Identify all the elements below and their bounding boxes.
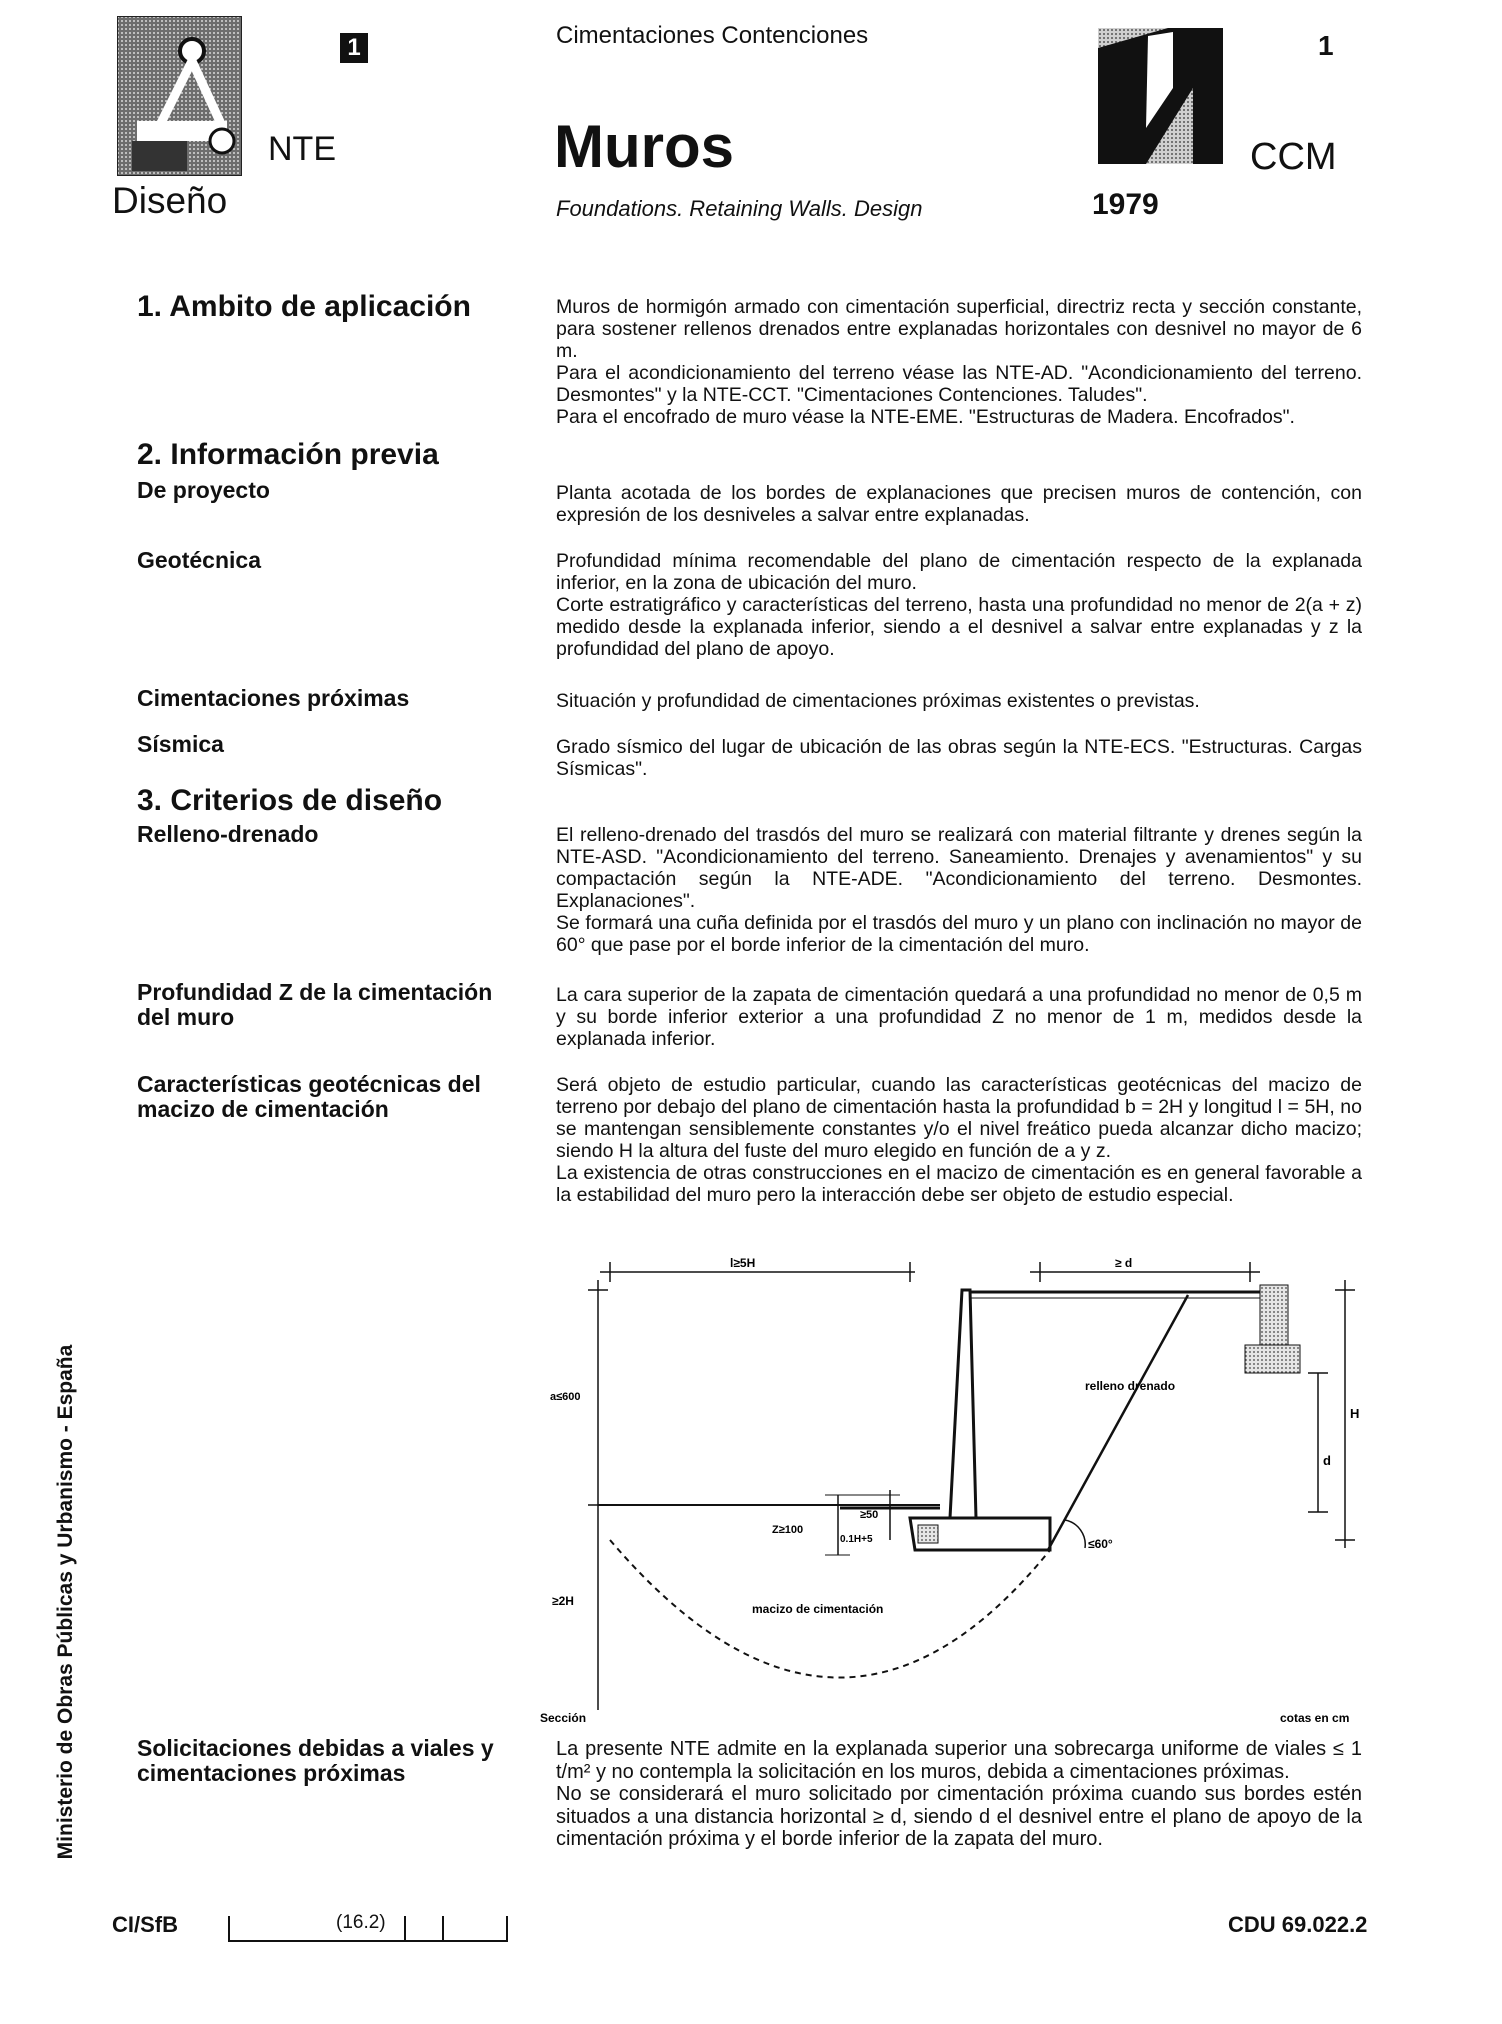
cisb-box-divider (506, 1916, 508, 1940)
series-badge (340, 33, 368, 63)
nearby-foundation (1260, 1285, 1288, 1345)
cimentaciones-label: Cimentaciones próximas (137, 685, 410, 711)
section-3-title: 3. Criterios de diseño (137, 784, 443, 817)
cisb-classification-box (228, 1912, 508, 1942)
cisb-box-divider (404, 1916, 406, 1940)
sismica-label: Sísmica (137, 731, 224, 757)
drainage-wedge-line (1048, 1295, 1188, 1550)
page-title: Muros (554, 113, 734, 180)
sismica-text: Grado sísmico del lugar de ubicación de las obras según la NTE-ECS. "Estructuras. Cargas Sísmicas". (556, 736, 1362, 781)
wall-section-icon (1098, 28, 1223, 164)
top-title: Cimentaciones Contenciones (556, 22, 869, 49)
dim-label-50: ≥50 (860, 1509, 879, 1521)
dim-label-01h: 0.1H+5 (840, 1534, 873, 1545)
nearby-foundation-base (1245, 1345, 1300, 1373)
profundidad-label: Profundidad Z de la cimentación del muro (137, 979, 493, 1030)
dim-label-d: d (1323, 1453, 1331, 1468)
section-1-title: 1. Ambito de aplicación (137, 290, 471, 323)
dim-label-b: ≥2H (552, 1594, 574, 1608)
dim-label-d-top: ≥ d (1115, 1256, 1133, 1270)
sheet-icon-box (1098, 28, 1223, 164)
relleno-label: Relleno-drenado (137, 821, 319, 847)
geotecnica-text (556, 550, 1362, 660)
section-1-paragraph: Para el acondicionamiento del terreno véase las NTE-AD. "Acondicionamiento del terreno. Desmontes" y la NTE-CCT. "Cimentaciones Contenciones. Taludes". (556, 362, 1362, 407)
solicitaciones-text (556, 1738, 1362, 1851)
section-1-text (556, 296, 1362, 428)
dim-label-a: a≤600 (550, 1391, 581, 1403)
geotecnica-paragraph: Corte estratigráfico y características del terreno, hasta una profundidad no menor de 2(a + z) medido desde la explanada inferior, siendo a el desnivel a salvar entre explanadas y z la profundidad del plano de apoyo. (556, 594, 1362, 661)
dim-label-length: l≥5H (730, 1256, 756, 1270)
solicitaciones-paragraph: La presente NTE admite en la explanada superior una sobrecarga uniforme de viales ≤ 1 t/m² y no contempla la solicitación en los muros, debida a cimentaciones próximas. (556, 1738, 1362, 1783)
caracteristicas-paragraph: Será objeto de estudio particular, cuando las características geotécnicas del macizo de terreno por debajo del plano de cimentación hasta la profundidad b = 2H y longitud l = 5H, no se mantengan sensiblemente constantes y/o el nivel freático pueda alcanzar dicho macizo; siendo H la altura del fuste del muro elegido en función de a y z. (556, 1074, 1362, 1163)
logo-box (117, 16, 242, 176)
dim-label-z: Z≥100 (772, 1524, 804, 1536)
cisb-label: CI/SfB (112, 1912, 178, 1937)
relleno-paragraph: Se formará una cuña definida por el trasdós del muro y un plano con inclinación no mayor de 60° que pase por el borde inferior de la cimentación del muro. (556, 912, 1362, 957)
cdu-label: CDU 69.022.2 (1228, 1912, 1368, 1937)
cimentaciones-text: Situación y profundidad de cimentaciones próximas existentes o previstas. (556, 690, 1200, 712)
page-subtitle: Foundations. Retaining Walls. Design (556, 196, 923, 221)
series-badge-number: 1 (347, 34, 361, 61)
profundidad-text: La cara superior de la zapata de cimentación quedará a una profundidad no menor de 0,5 m y su borde inferior exterior a una profundidad Z no menor de 1 m, medidos desde la explanada inferior. (556, 984, 1362, 1051)
nte-label: NTE (268, 130, 336, 168)
section-1-paragraph: Muros de hormigón armado con cimentación superficial, directriz recta y sección constante, para sostener rellenos drenados entre explanadas horizontales con desnivel no mayor de 6 m. (556, 296, 1362, 363)
compass-tools-icon (117, 16, 242, 176)
retaining-wall-section-diagram (540, 1250, 1370, 1730)
relleno-paragraph: El relleno-drenado del trasdós del muro se realizará con material filtrante y drenes según la NTE-ASD. "Acondicionamiento del terreno. Saneamiento. Drenajes y avenamientos" y su compactación según la NTE-ADE. "Acondicionamiento del terreno. Desmontes. Explanaciones". (556, 824, 1362, 913)
ministry-vertical-text: Ministerio de Obras Públicas y Urbanismo - España (54, 1344, 77, 1860)
sheet-number: 1 (1318, 30, 1334, 61)
relleno-label: relleno drenado (1085, 1379, 1176, 1393)
caracteristicas-text (556, 1074, 1362, 1206)
section-1-paragraph: Para el encofrado de muro véase la NTE-EME. "Estructuras de Madera. Encofrados". (556, 406, 1295, 429)
caracteristicas-label: Características geotécnicas del macizo de cimentación (137, 1071, 481, 1122)
dim-label-H: H (1350, 1406, 1360, 1421)
cisb-box-divider (442, 1916, 444, 1940)
geotecnica-paragraph: Profundidad mínima recomendable del plano de cimentación respecto de la explanada inferior, en la zona de ubicación del muro. (556, 550, 1362, 595)
category-label: Diseño (112, 180, 228, 221)
proyecto-text: Planta acotada de los bordes de explanaciones que precisen muros de contención, con expresión de los desniveles a salvar entre explanadas. (556, 482, 1362, 527)
year-label: 1979 (1092, 188, 1159, 221)
code-label: CCM (1250, 136, 1337, 178)
wall-stem (950, 1290, 976, 1518)
solicitaciones-paragraph: No se considerará el muro solicitado por cimentación próxima cuando sus bordes estén situados a una distancia horizontal ≥ d, siendo d el desnivel entre el plano de apoyo de la cimentación próxima y el borde inferior de la zapata del muro. (556, 1783, 1362, 1851)
proyecto-label: De proyecto (137, 477, 270, 503)
solicitaciones-label: Solicitaciones debidas a viales y cimentaciones próximas (137, 1735, 494, 1786)
geotecnica-label: Geotécnica (137, 547, 261, 573)
relleno-text (556, 824, 1362, 956)
footing-detail (918, 1525, 938, 1543)
macizo-label: macizo de cimentación (752, 1602, 884, 1616)
cotas-label: cotas en cm (1280, 1711, 1350, 1725)
angle-arc (1065, 1520, 1085, 1548)
seccion-label: Sección (540, 1711, 587, 1725)
cisb-box-divider (228, 1916, 230, 1940)
caracteristicas-paragraph: La existencia de otras construcciones en el macizo de cimentación es en general favorable a la estabilidad del muro pero la interacción debe ser objeto de estudio especial. (556, 1162, 1362, 1207)
angle-label: ≤60° (1088, 1537, 1113, 1551)
section-2-title: 2. Información previa (137, 438, 439, 471)
cisb-box-code: (16.2) (336, 1912, 386, 1933)
